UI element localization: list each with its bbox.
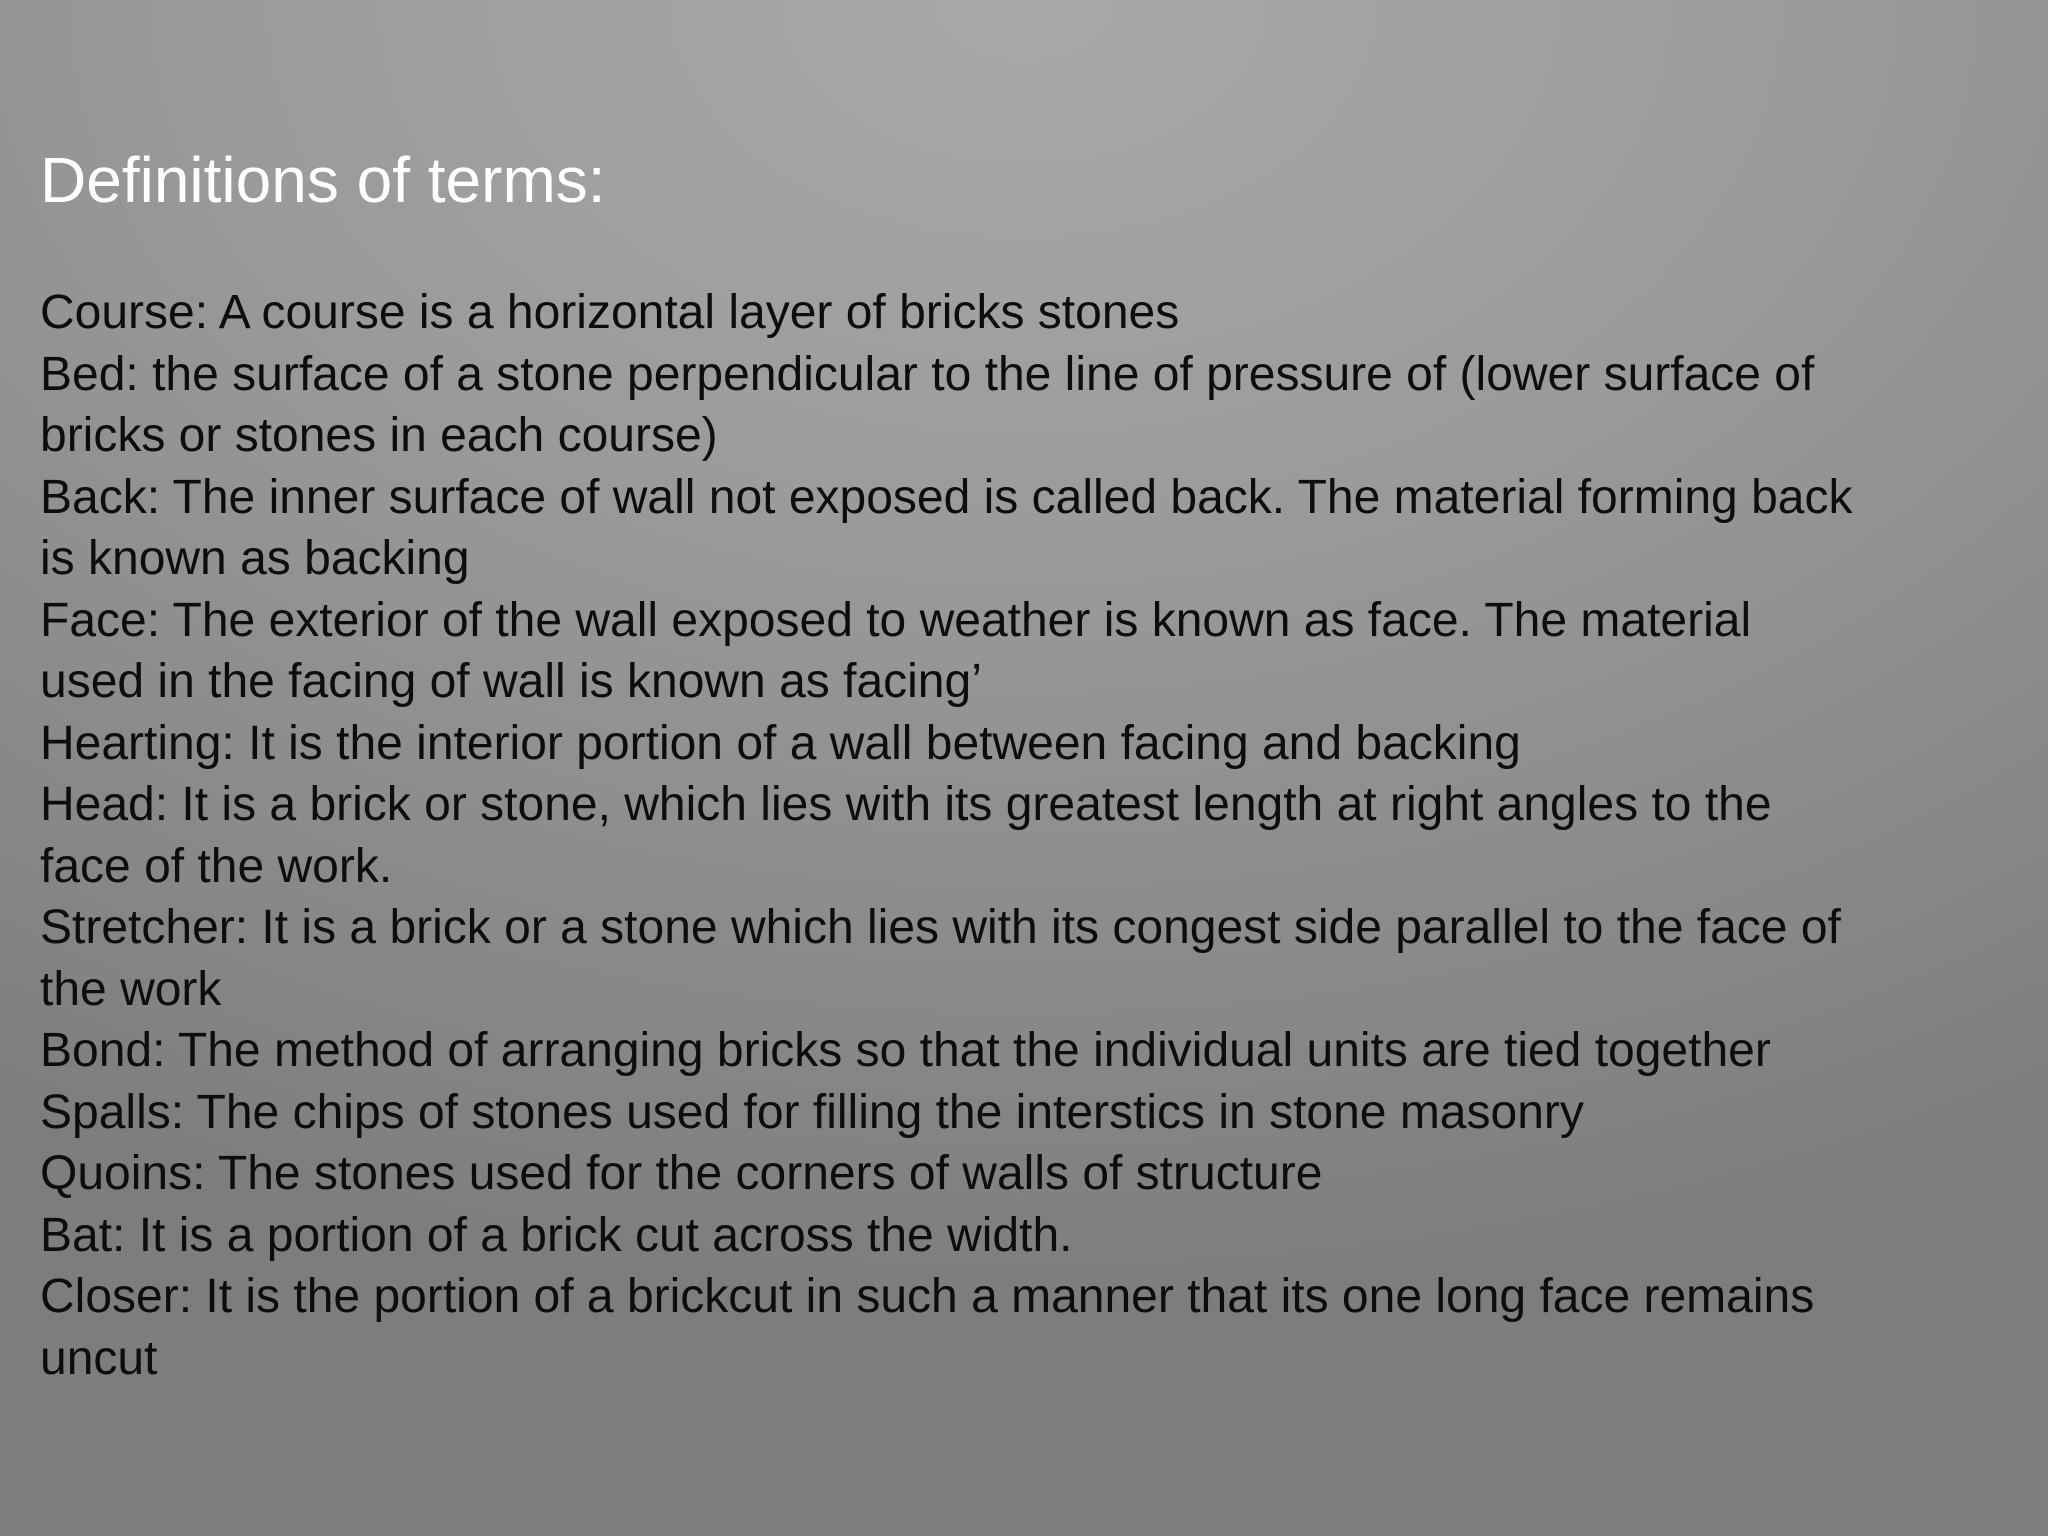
definition-head: Head: It is a brick or stone, which lies with its greatest length at right angles to the: [40, 778, 1772, 831]
definition-stretcher-continued: the work: [40, 962, 222, 1016]
definitions-list: [40, 282, 2015, 1389]
slide-title: Definitions of terms:: [40, 144, 606, 216]
definition-face: Face: The exterior of the wall exposed to weather is known as face. The material: [40, 593, 1752, 647]
definition-course: Course: A course is a horizontal layer of bricks stones: [40, 286, 1180, 339]
definition-bat: Bat: It is a portion of a brick cut across the width.: [40, 1208, 1073, 1262]
definition-back-continued: is known as backing: [40, 532, 470, 585]
definition-head-continued: face of the work.: [40, 839, 393, 893]
definition-back: Back: The inner surface of wall not exposed is called back. The material forming back: [40, 470, 1853, 524]
definition-bed-continued: bricks or stones in each course): [40, 409, 718, 462]
definition-hearting: Hearting: It is the interior portion of a wall between facing and backing: [40, 716, 1521, 770]
definition-spalls: Spalls: The chips of stones used for filling the interstics in stone masonry: [40, 1085, 1584, 1139]
definition-closer: Closer: It is the portion of a brickcut in such a manner that its one long face remains: [40, 1270, 1815, 1323]
definition-bed: Bed: the surface of a stone perpendicular to the line of pressure of (lower surface of: [40, 347, 1815, 401]
definition-stretcher: Stretcher: It is a brick or a stone which lies with its congest side parallel to the face of: [40, 901, 1841, 954]
definition-face-continued: used in the facing of wall is known as facing’: [40, 655, 982, 708]
definition-quoins: Quoins: The stones used for the corners of walls of structure: [40, 1147, 1323, 1200]
definition-bond: Bond: The method of arranging bricks so that the individual units are tied together: [40, 1024, 1771, 1077]
definition-closer-continued: uncut: [40, 1331, 158, 1385]
